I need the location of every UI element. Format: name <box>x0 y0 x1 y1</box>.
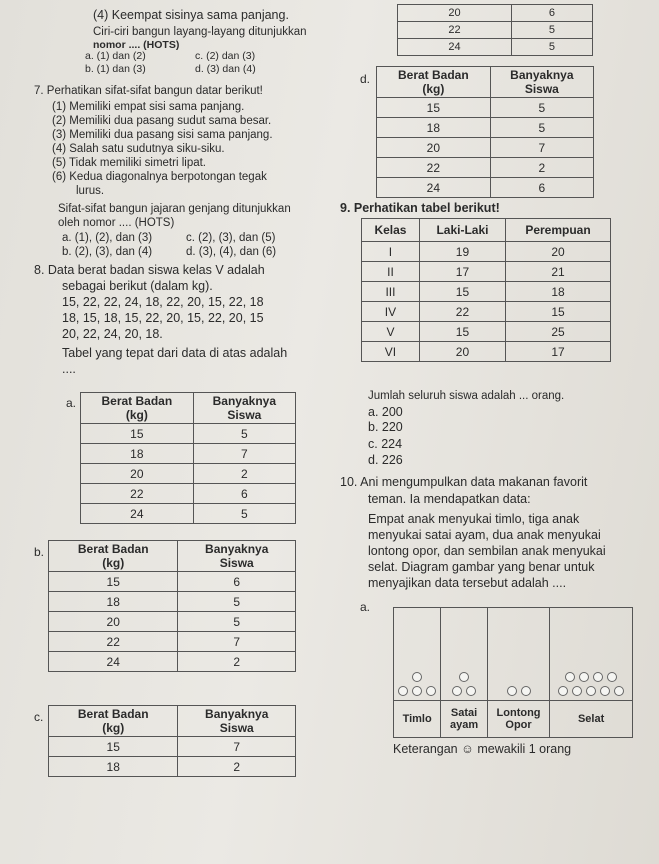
cell-siswa: 5 <box>511 39 592 56</box>
q8-option-d-table[interactable] <box>376 66 594 198</box>
cell-berat: 18 <box>377 118 491 138</box>
table-row <box>49 612 296 632</box>
smiley-icon <box>565 672 575 682</box>
q8-stem-line: 18, 15, 18, 15, 22, 20, 15, 22, 20, 15 <box>62 311 264 325</box>
q8-option-a-label[interactable]: a. <box>66 396 77 410</box>
cell-siswa: 5 <box>193 424 295 444</box>
cell-kelas: VI <box>362 342 420 362</box>
cell-laki: 17 <box>419 262 505 282</box>
cell-kelas: III <box>362 282 420 302</box>
q8-option-b-table[interactable] <box>48 540 296 672</box>
cell-berat: 20 <box>377 138 491 158</box>
q10-stem-line: teman. Ia mendapatkan data: <box>368 492 531 506</box>
cell-kelas: V <box>362 322 420 342</box>
q8-option-b-label[interactable]: b. <box>34 545 45 559</box>
q8-option-c-continued-table <box>397 4 593 56</box>
q8-stem-line: Tabel yang tepat dari data di atas adalah <box>62 346 288 360</box>
table-row <box>362 342 611 362</box>
q8-stem-line: sebagai berikut (dalam kg). <box>62 279 213 293</box>
cell-perempuan: 25 <box>506 322 611 342</box>
q7-option-b[interactable]: b. (2), (3), dan (4) <box>62 246 153 258</box>
table-row <box>377 138 594 158</box>
cell-kelas: I <box>362 242 420 262</box>
cell-siswa: 5 <box>511 22 592 39</box>
cell-berat: 22 <box>398 22 512 39</box>
cell-berat: 20 <box>49 612 178 632</box>
cell-siswa: 7 <box>193 444 295 464</box>
q9-table <box>361 218 611 362</box>
table-row <box>398 22 593 39</box>
cell-siswa: 5 <box>178 592 296 612</box>
q7-item: (6) Kedua diagonalnya berpotongan tegak <box>52 171 267 183</box>
cell-berat: 22 <box>49 632 178 652</box>
cell-perempuan: 20 <box>506 242 611 262</box>
table-row <box>49 632 296 652</box>
q10-stem-line: 10. Ani mengumpulkan data makanan favorit <box>340 475 588 489</box>
q8-stem-line: .... <box>62 362 76 376</box>
q10-stem-line: Empat anak menyukai timlo, tiga anak <box>368 512 580 526</box>
cell-siswa: 6 <box>511 5 592 22</box>
table-row <box>49 592 296 612</box>
table-row <box>377 118 594 138</box>
q7-line-sifat: Sifat-sifat bangun jajaran genjang ditunjukkan <box>58 203 291 215</box>
table-row <box>49 652 296 672</box>
table-row <box>398 5 593 22</box>
pictogram-category: Satai ayam <box>441 701 488 738</box>
cell-berat: 15 <box>49 737 178 757</box>
cell-laki: 22 <box>419 302 505 322</box>
cell-berat: 22 <box>377 158 491 178</box>
table-row <box>81 424 296 444</box>
smiley-icon <box>426 686 436 696</box>
header-berat: Berat Badan (kg) <box>377 67 491 98</box>
q6-line-nomor: nomor .... (HOTS) <box>93 39 180 51</box>
q9-option-d[interactable]: d. 226 <box>368 453 403 467</box>
cell-perempuan: 15 <box>506 302 611 322</box>
cell-siswa: 6 <box>490 178 593 198</box>
cell-siswa: 7 <box>490 138 593 158</box>
cell-siswa: 2 <box>193 464 295 484</box>
header-banyak: Banyaknya Siswa <box>178 706 296 737</box>
q7-item: (5) Tidak memiliki simetri lipat. <box>52 157 206 169</box>
pictogram-column <box>487 608 549 701</box>
table-row <box>81 484 296 504</box>
pictogram-column <box>441 608 488 701</box>
cell-berat: 15 <box>377 98 491 118</box>
smiley-icon <box>607 672 617 682</box>
q7-option-d[interactable]: d. (3), (4), dan (6) <box>186 246 277 258</box>
smiley-icon <box>600 686 610 696</box>
q10-stem-line: selat. Diagram gambar yang benar untuk <box>368 560 595 574</box>
cell-berat: 20 <box>81 464 194 484</box>
table-row <box>49 757 296 777</box>
smiley-icon <box>558 686 568 696</box>
q9-stem: 9. Perhatikan tabel berikut! <box>340 201 500 215</box>
cell-siswa: 5 <box>193 504 295 524</box>
q8-stem-line: 20, 22, 24, 20, 18. <box>62 327 163 341</box>
cell-siswa: 2 <box>178 757 296 777</box>
header-banyak: Banyaknya Siswa <box>490 67 593 98</box>
pictogram-category: Selat <box>550 701 633 738</box>
q6-option-a[interactable]: a. (1) dan (2) <box>85 50 146 62</box>
header-laki: Laki-Laki <box>419 219 505 242</box>
cell-berat: 15 <box>81 424 194 444</box>
table-row <box>81 464 296 484</box>
cell-siswa: 5 <box>178 612 296 632</box>
q7-item: (4) Salah satu sudutnya siku-siku. <box>52 143 225 155</box>
q7-option-a[interactable]: a. (1), (2), dan (3) <box>62 232 153 244</box>
q8-stem-line: 8. Data berat badan siswa kelas V adalah <box>34 263 265 277</box>
cell-laki: 15 <box>419 282 505 302</box>
smiley-icon <box>586 686 596 696</box>
cell-siswa: 5 <box>490 118 593 138</box>
q9-option-b[interactable]: b. 220 <box>368 420 403 434</box>
cell-siswa: 7 <box>178 737 296 757</box>
header-kelas: Kelas <box>362 219 420 242</box>
q9-option-a[interactable]: a. 200 <box>368 405 403 419</box>
table-row <box>377 178 594 198</box>
smiley-icon <box>459 672 469 682</box>
cell-siswa: 7 <box>178 632 296 652</box>
header-berat: Berat Badan (kg) <box>49 541 178 572</box>
smiley-icon <box>466 686 476 696</box>
q9-question: Jumlah seluruh siswa adalah ... orang. <box>368 390 565 402</box>
table-row <box>362 282 611 302</box>
header-banyak: Banyaknya Siswa <box>193 393 295 424</box>
q6-option-c[interactable]: c. (2) dan (3) <box>195 50 256 62</box>
q10-legend: Keterangan ☺ mewakili 1 orang <box>393 742 572 756</box>
cell-berat: 15 <box>49 572 178 592</box>
smiley-icon <box>452 686 462 696</box>
table-row <box>81 444 296 464</box>
cell-kelas: II <box>362 262 420 282</box>
q10-stem-line: menyukai satai ayam, dua anak menyukai <box>368 528 601 542</box>
header-banyak: Banyaknya Siswa <box>178 541 296 572</box>
smiley-icon <box>412 672 422 682</box>
table-row <box>377 98 594 118</box>
cell-laki: 15 <box>419 322 505 342</box>
cell-perempuan: 21 <box>506 262 611 282</box>
header-berat: Berat Badan (kg) <box>81 393 194 424</box>
q9-option-c[interactable]: c. 224 <box>368 437 403 451</box>
q10-stem-line: lontong opor, dan sembilan anak menyukai <box>368 544 606 558</box>
cell-siswa: 6 <box>193 484 295 504</box>
table-row <box>377 158 594 178</box>
q8-option-c-table[interactable] <box>48 705 296 777</box>
q8-option-a-table[interactable] <box>80 392 296 524</box>
cell-berat: 22 <box>81 484 194 504</box>
cell-berat: 18 <box>81 444 194 464</box>
smiley-icon <box>593 672 603 682</box>
cell-siswa: 2 <box>178 652 296 672</box>
q7-item: (1) Memiliki empat sisi sama panjang. <box>52 101 245 113</box>
cell-siswa: 6 <box>178 572 296 592</box>
q8-option-d-label[interactable]: d. <box>360 72 371 86</box>
q8-option-c-label[interactable]: c. <box>34 710 44 724</box>
cell-kelas: IV <box>362 302 420 322</box>
q7-item: (2) Memiliki dua pasang sudut sama besar. <box>52 115 272 127</box>
q7-item: (3) Memiliki dua pasang sisi sama panjang. <box>52 129 273 141</box>
cell-perempuan: 18 <box>506 282 611 302</box>
table-row <box>49 737 296 757</box>
header-perempuan: Perempuan <box>506 219 611 242</box>
table-row <box>362 302 611 322</box>
cell-berat: 18 <box>49 757 178 777</box>
table-row <box>81 504 296 524</box>
q7-option-c[interactable]: c. (2), (3), dan (5) <box>186 232 276 244</box>
table-row <box>362 322 611 342</box>
q6-line-ciri: Ciri-ciri bangun layang-layang ditunjukkan <box>93 26 307 38</box>
q7-line-nomor: oleh nomor .... (HOTS) <box>58 217 175 229</box>
q6-item-4: (4) Keempat sisinya sama panjang. <box>93 8 289 22</box>
pictogram-column <box>394 608 441 701</box>
cell-perempuan: 17 <box>506 342 611 362</box>
cell-siswa: 2 <box>490 158 593 178</box>
cell-berat: 24 <box>398 39 512 56</box>
q8-stem-line: 15, 22, 22, 24, 18, 22, 20, 15, 22, 18 <box>62 295 264 309</box>
table-row <box>49 572 296 592</box>
cell-berat: 18 <box>49 592 178 612</box>
cell-siswa: 5 <box>490 98 593 118</box>
q10-stem-line: menyajikan data tersebut adalah .... <box>368 576 567 590</box>
q10-pictogram[interactable] <box>393 607 633 738</box>
table-row <box>362 242 611 262</box>
table-row <box>362 262 611 282</box>
q10-option-a-label[interactable]: a. <box>360 600 371 614</box>
cell-berat: 24 <box>377 178 491 198</box>
table-row <box>398 39 593 56</box>
cell-laki: 19 <box>419 242 505 262</box>
cell-berat: 20 <box>398 5 512 22</box>
smiley-icon <box>521 686 531 696</box>
header-berat: Berat Badan (kg) <box>49 706 178 737</box>
q7-stem: 7. Perhatikan sifat-sifat bangun datar berikut! <box>34 85 263 97</box>
smiley-icon <box>614 686 624 696</box>
cell-laki: 20 <box>419 342 505 362</box>
smiley-icon <box>412 686 422 696</box>
pictogram-category: Lontong Opor <box>487 701 549 738</box>
q6-option-b[interactable]: b. (1) dan (3) <box>85 63 146 75</box>
smiley-icon <box>579 672 589 682</box>
pictogram-category: Timlo <box>394 701 441 738</box>
smiley-icon <box>507 686 517 696</box>
q7-lurus: lurus. <box>76 185 105 197</box>
cell-berat: 24 <box>49 652 178 672</box>
smiley-icon <box>398 686 408 696</box>
smiley-icon <box>572 686 582 696</box>
q6-option-d[interactable]: d. (3) dan (4) <box>195 63 256 75</box>
cell-berat: 24 <box>81 504 194 524</box>
pictogram-column <box>550 608 633 701</box>
